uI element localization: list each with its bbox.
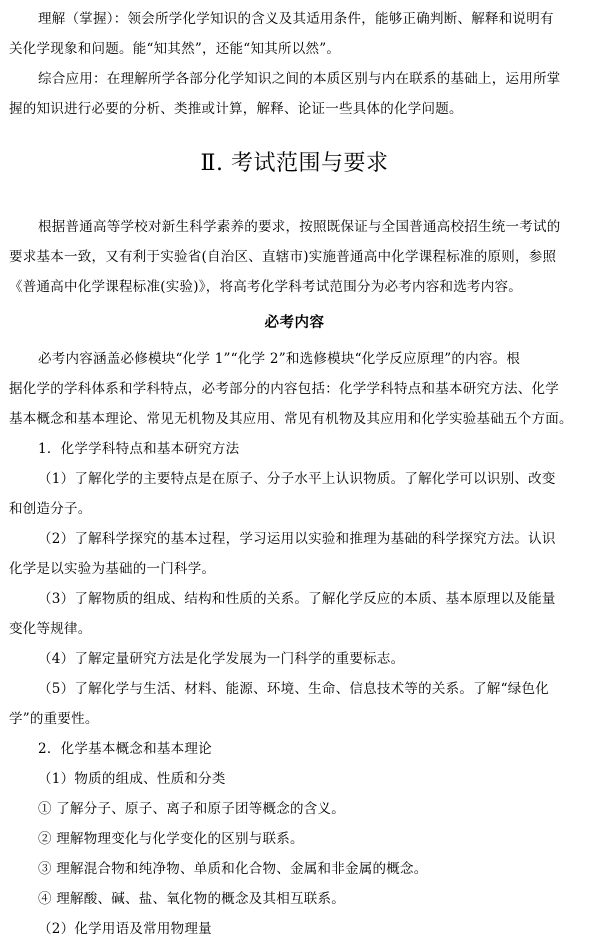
paragraph-line: 理解（掌握）：领会所学化学知识的含义及其适用条件，能够正确判断、解释和说明有	[38, 11, 554, 27]
paragraph-line: （4）了解定量研究方法是化学发展为一门科学的重要标志。	[38, 651, 405, 667]
paragraph-line: （2）了解科学探究的基本过程，学习运用以实验和推理为基础的科学探究方法。认识	[38, 531, 556, 547]
list-item: ① 了解分子、原子、离子和原子团等概念的含义。	[38, 801, 346, 817]
paragraph-line: 和创造分子。	[9, 501, 92, 517]
section-heading: Ⅱ. 考试范围与要求	[200, 151, 389, 176]
paragraph-line: 要求基本一致，又有利于实验省(自治区、直辖市)实施普通高中化学课程标准的原则，参照	[9, 249, 557, 265]
paragraph-line: 握的知识进行必要的分析、类推或计算，解释、论证一些具体的化学问题。	[9, 101, 463, 117]
paragraph-line: （1）了解化学的主要特点是在原子、分子水平上认识物质。了解化学可以识别、改变	[38, 471, 556, 487]
paragraph-line: 化学是以实验为基础的一门科学。	[9, 561, 216, 577]
list-subheading: （1）物质的组成、性质和分类	[38, 771, 226, 787]
paragraph-line: （3）了解物质的组成、结构和性质的关系。了解化学反应的本质、基本原理以及能量	[38, 591, 556, 607]
list-heading: 2．化学基本概念和基本理论	[38, 741, 212, 757]
list-item: ③ 理解混合物和纯净物、单质和化合物、金属和非金属的概念。	[38, 861, 428, 877]
paragraph-line: 关化学现象和问题。能“知其然”，还能“知其所以然”。	[9, 41, 341, 57]
paragraph-line: （5）了解化学与生活、材料、能源、环境、生命、信息技术等的关系。了解“绿色化	[38, 681, 549, 697]
paragraph-line: 必考内容涵盖必修模块“化学 1”“化学 2”和选修模块“化学反应原理”的内容。根	[38, 351, 521, 367]
paragraph-line: 据化学的学科体系和学科特点，必考部分的内容包括：化学学科特点和基本研究方法、化学	[9, 381, 559, 397]
paragraph-line: 学”的重要性。	[9, 711, 99, 727]
paragraph-line: 基本概念和基本理论、常见无机物及其应用、常见有机物及其应用和化学实验基础五个方面。	[9, 411, 573, 427]
paragraph-line: 综合应用：在理解所学各部分化学知识之间的本质区别与内在联系的基础上，运用所掌	[38, 71, 561, 87]
paragraph-line: 根据普通高等学校对新生科学素养的要求，按照既保证与全国普通高校招生统一考试的	[38, 219, 561, 235]
paragraph-line: 变化等规律。	[9, 621, 92, 637]
list-subheading: （2）化学用语及常用物理量	[38, 921, 212, 937]
list-heading: 1．化学学科特点和基本研究方法	[38, 441, 240, 457]
subsection-heading: 必考内容	[264, 314, 325, 331]
list-item: ② 理解物理变化与化学变化的区别与联系。	[38, 831, 304, 847]
paragraph-line: 《普通高中化学课程标准(实验)》，将高考化学科考试范围分为必考内容和选考内容。	[9, 279, 523, 295]
list-item: ④ 理解酸、碱、盐、氧化物的概念及其相互联系。	[38, 891, 346, 907]
